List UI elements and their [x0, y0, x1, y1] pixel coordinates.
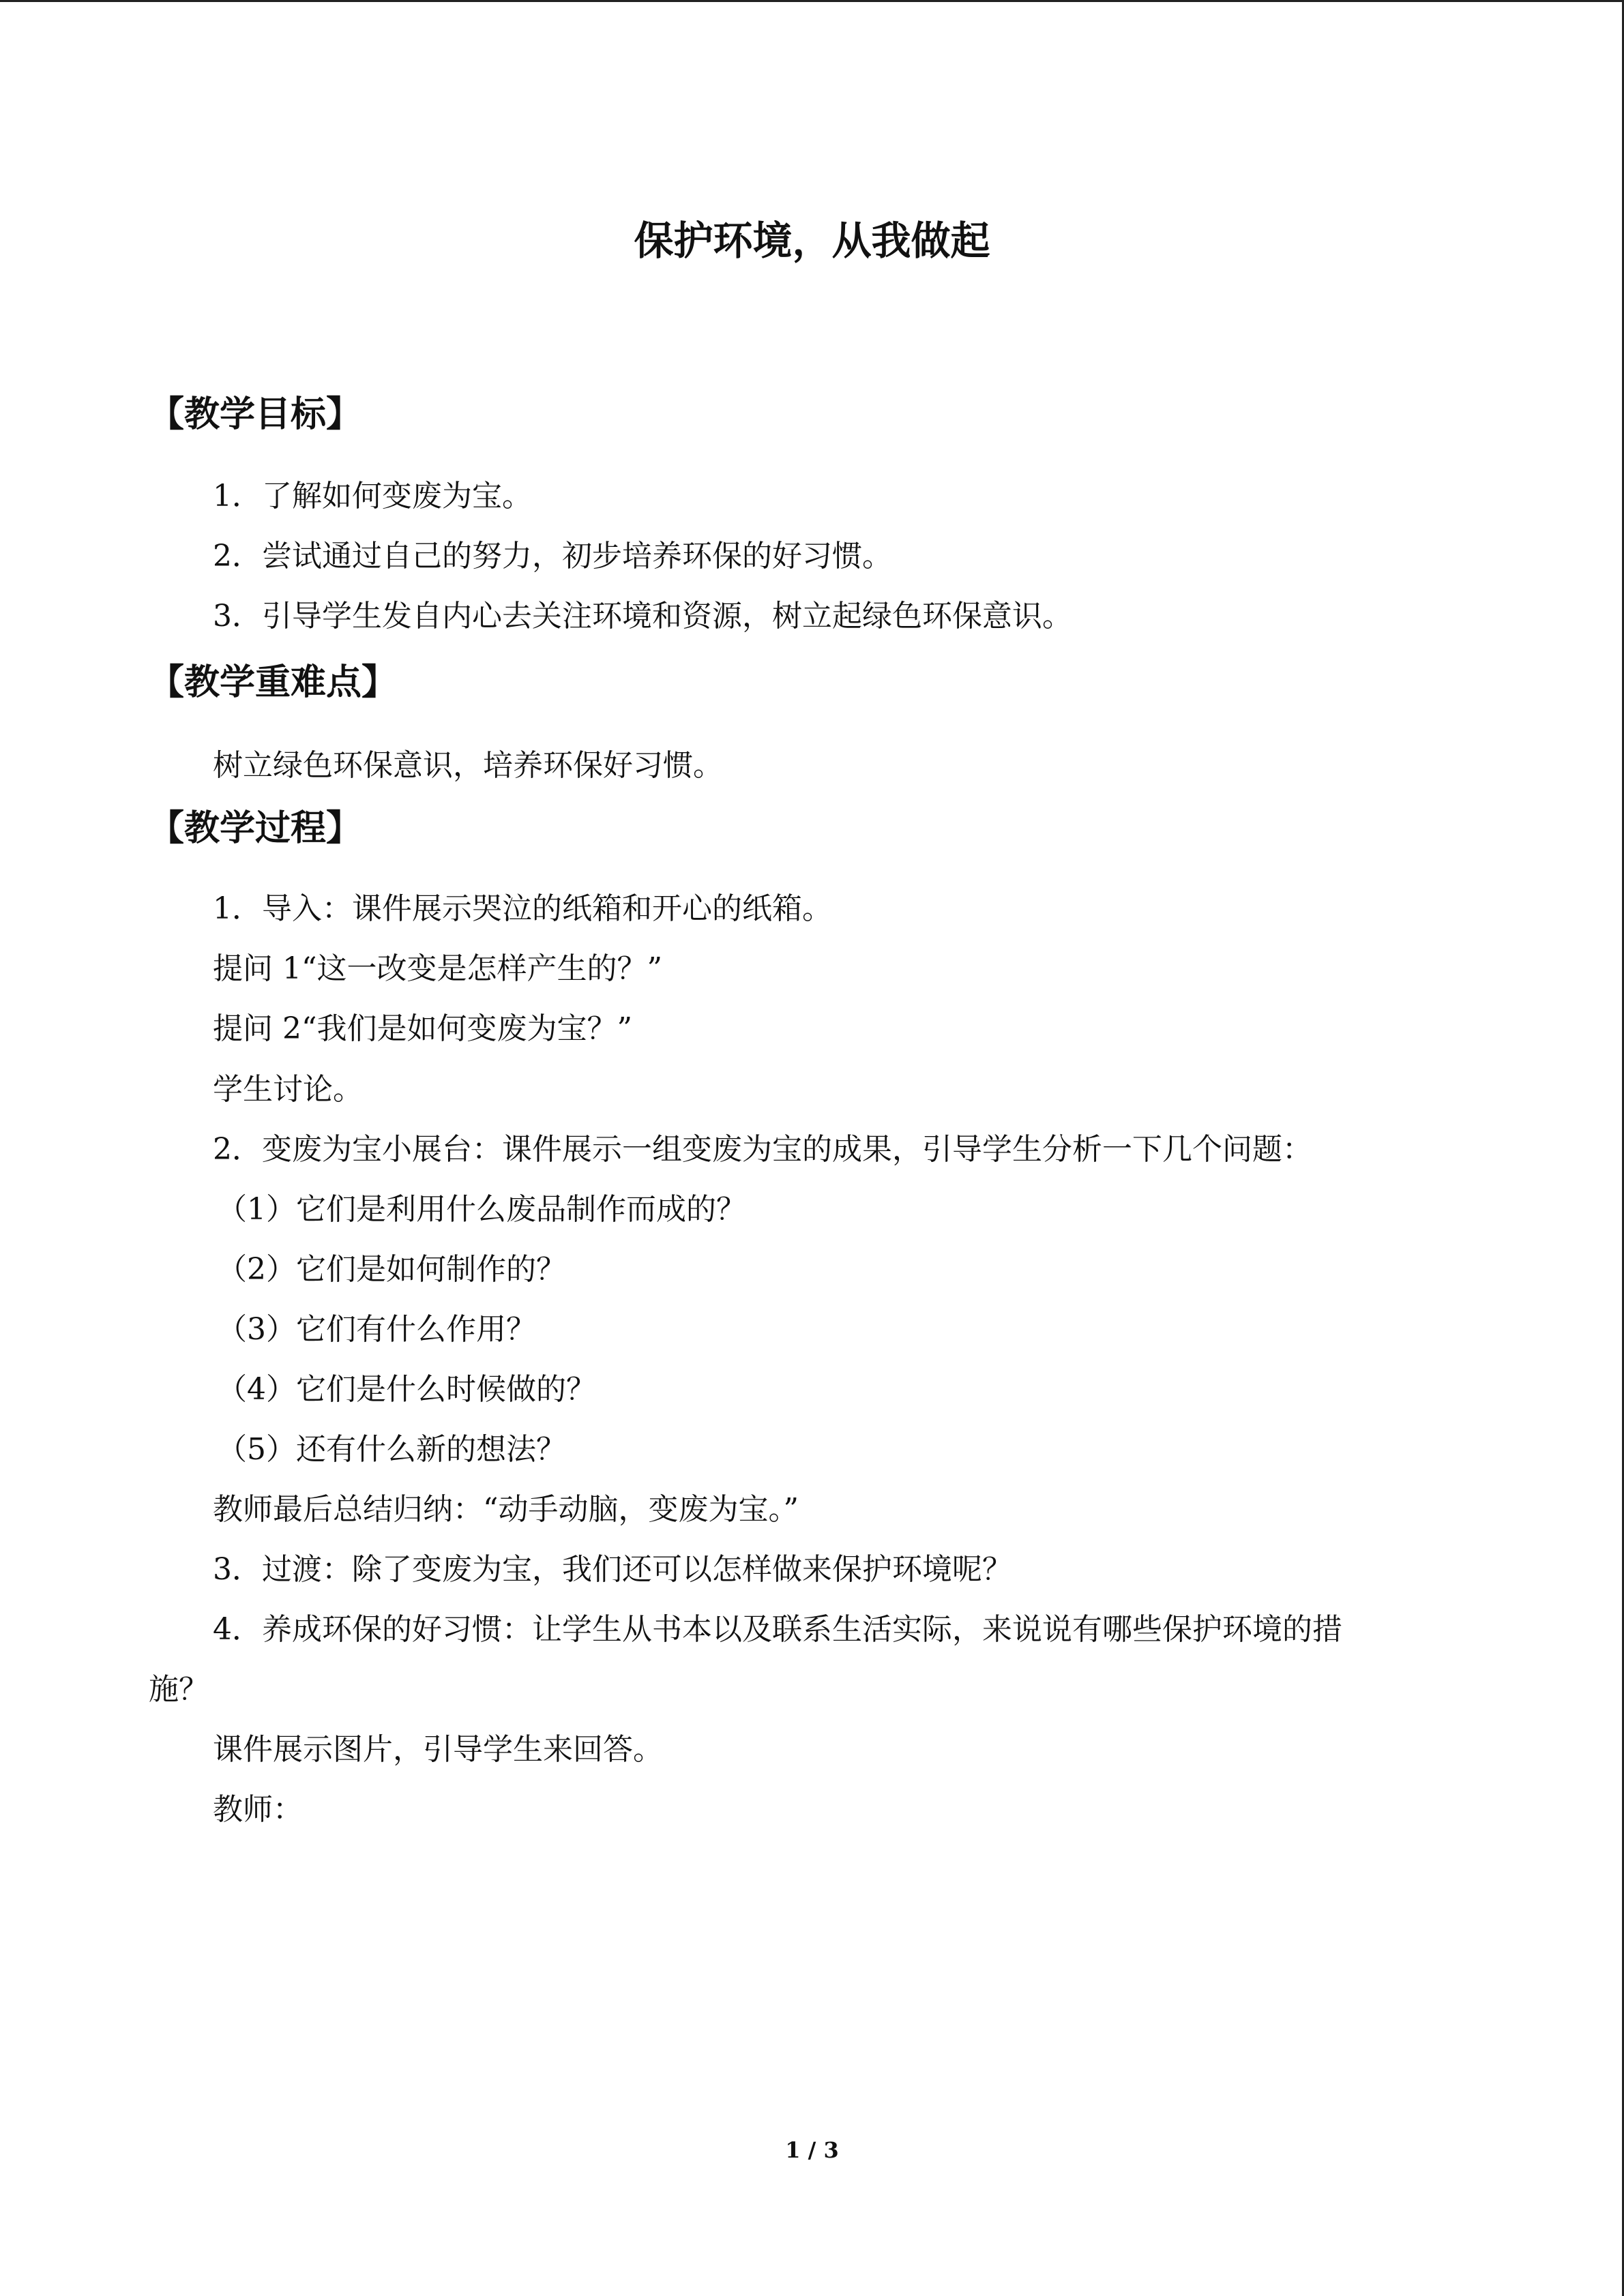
- objective-item: 1．了解如何变废为宝。: [213, 479, 532, 513]
- process-line: 4．养成环保的好习惯：让学生从书本以及联系生活实际，来说说有哪些保护环境的措: [213, 1612, 1342, 1647]
- objective-item: 2．尝试通过自己的努力，初步培养环保的好习惯。: [213, 539, 892, 573]
- page-number: 1 / 3: [785, 2137, 839, 2163]
- process-line: 学生讨论。: [213, 1072, 363, 1107]
- process-question: （5）还有什么新的想法？: [217, 1432, 566, 1467]
- process-line: 2．变废为宝小展台：课件展示一组变废为宝的成果，引导学生分析一下几个问题：: [213, 1132, 1312, 1167]
- process-line: 教师：: [213, 1792, 303, 1827]
- process-question: （1）它们是利用什么废品制作而成的？: [217, 1192, 746, 1227]
- process-question: （2）它们是如何制作的？: [217, 1252, 566, 1287]
- process-line-continuation: 施？: [149, 1672, 209, 1707]
- process-line: 课件展示图片，引导学生来回答。: [213, 1732, 663, 1767]
- section-heading-objectives: 【教学目标】: [149, 394, 362, 435]
- process-line: 教师最后总结归纳：“动手动脑，变废为宝。”: [213, 1492, 799, 1527]
- process-question: （3）它们有什么作用？: [217, 1312, 536, 1347]
- process-line: 1．导入：课件展示哭泣的纸箱和开心的纸箱。: [213, 891, 832, 926]
- process-line: 提问 2“我们是如何变废为宝？”: [213, 1011, 632, 1046]
- key-points-text: 树立绿色环保意识，培养环保好习惯。: [213, 748, 723, 783]
- section-heading-process: 【教学过程】: [149, 808, 362, 849]
- objective-item: 3．引导学生发自内心去关注环境和资源，树立起绿色环保意识。: [213, 599, 1072, 633]
- process-line: 3．过渡：除了变废为宝，我们还可以怎样做来保护环境呢？: [213, 1552, 1012, 1587]
- document-title: 保护环境，从我做起: [634, 218, 990, 264]
- process-question: （4）它们是什么时候做的？: [217, 1372, 596, 1407]
- process-line: 提问 1“这一改变是怎样产生的？”: [213, 951, 662, 986]
- section-heading-key-points: 【教学重难点】: [149, 662, 398, 703]
